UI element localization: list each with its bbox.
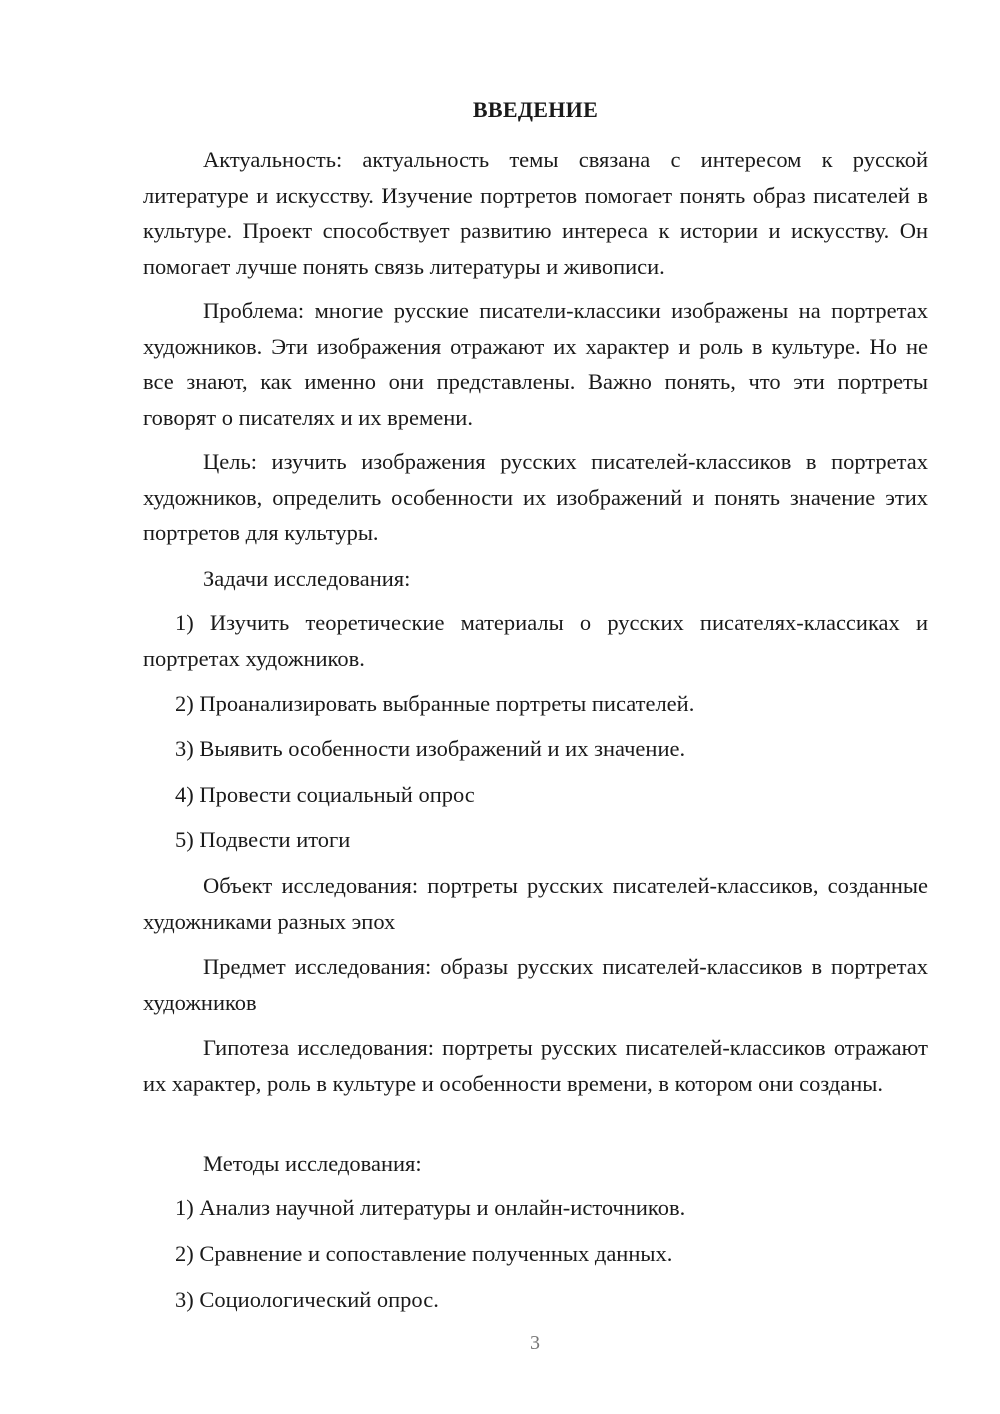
- task-item-3: 3) Выявить особенности изображений и их значение.: [175, 736, 686, 761]
- page-number: 3: [530, 1332, 540, 1354]
- task-item-2: 2) Проанализировать выбранные портреты писателей.: [175, 691, 695, 716]
- method-item-3: 3) Социологический опрос.: [175, 1287, 439, 1312]
- problem-paragraph: Проблема: многие русские писатели-классики изображены на портретах художников. Эти изображения отражают их характер и роль в культуре. Но не все знают, как именно они представлены. Важно понять, что эти портреты говорят о писателях и их времени.: [143, 298, 928, 430]
- subject-paragraph: Предмет исследования: образы русских писателей-классиков в портретах художников: [143, 954, 928, 1015]
- relevance-paragraph: Актуальность: актуальность темы связана с интересом к русской литературе и искусству. Изучение портретов помогает понять образ писателей в культуре. Проект способствует развитию интереса к истории и искусству. Он помогает лучше понять связь литературы и живописи.: [143, 147, 928, 279]
- tasks-heading: Задачи исследования:: [203, 566, 411, 591]
- task-item-4: 4) Провести социальный опрос: [175, 782, 475, 807]
- method-item-2: 2) Сравнение и сопоставление полученных данных.: [175, 1241, 673, 1266]
- object-paragraph: Объект исследования: портреты русских писателей-классиков, созданные художниками разных эпох: [143, 873, 928, 934]
- task-item-1: 1) Изучить теоретические материалы о русских писателях-классиках и портретах художников.: [143, 610, 928, 671]
- goal-paragraph: Цель: изучить изображения русских писателей-классиков в портретах художников, определить особенности их изображений и понять значение этих портретов для культуры.: [143, 449, 928, 545]
- page-title: ВВЕДЕНИЕ: [472, 97, 599, 122]
- task-item-5: 5) Подвести итоги: [175, 827, 351, 852]
- methods-heading: Методы исследования:: [203, 1151, 422, 1176]
- hypothesis-paragraph: Гипотеза исследования: портреты русских писателей-классиков отражают их характер, роль в культуре и особенности времени, в котором они созданы.: [143, 1035, 928, 1096]
- method-item-1: 1) Анализ научной литературы и онлайн-источников.: [175, 1195, 686, 1220]
